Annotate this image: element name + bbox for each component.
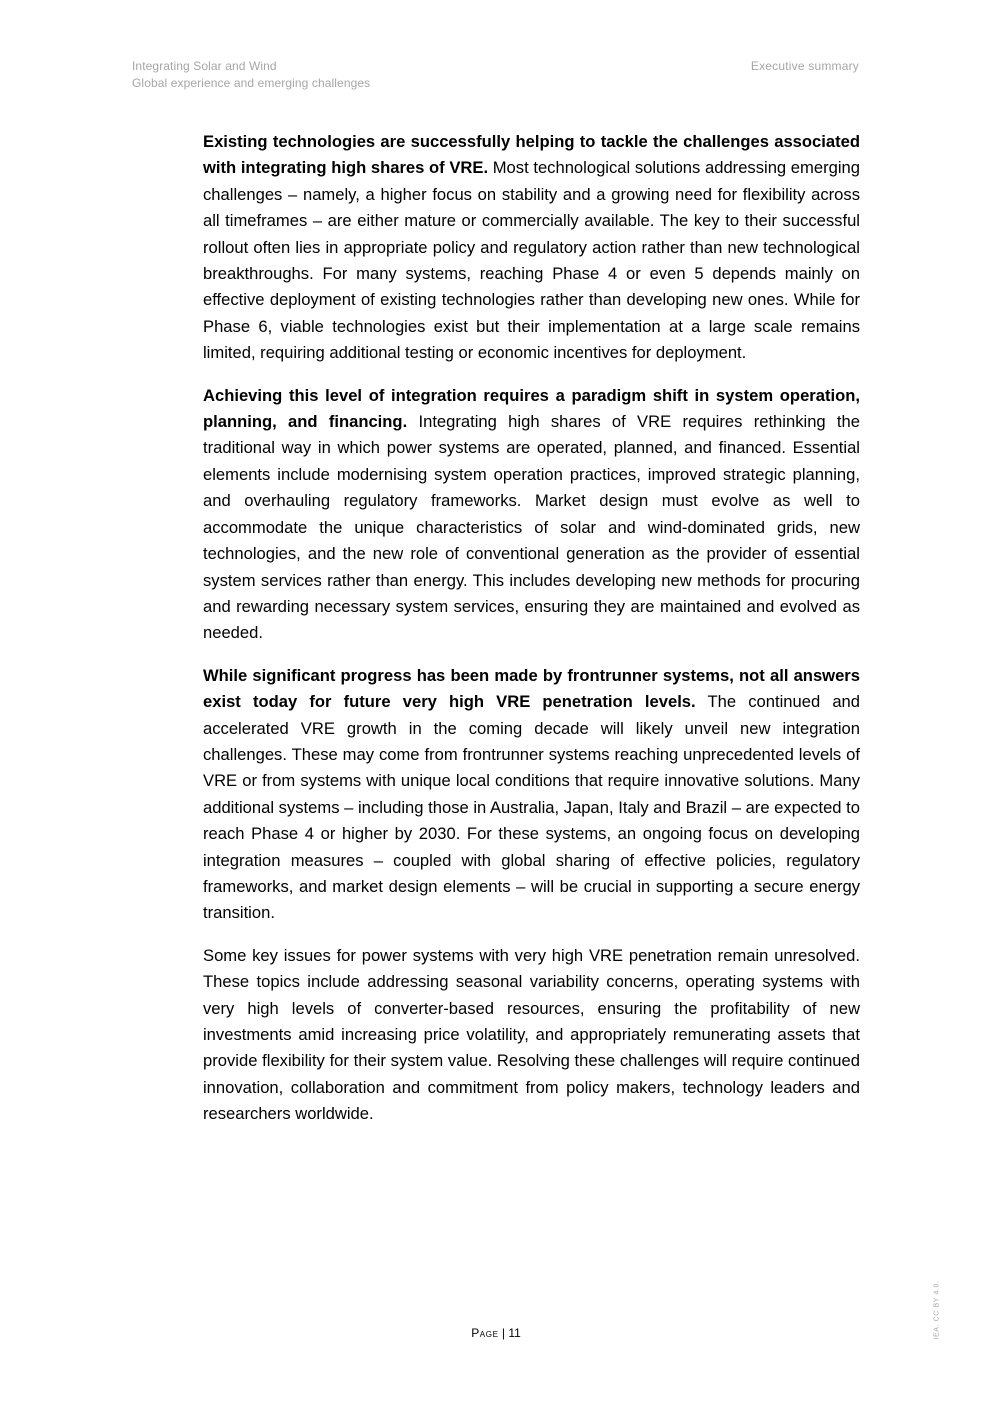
section-title: Executive summary <box>750 59 859 73</box>
paragraph-1-lead: Existing technologies are successfully helping to tackle the challenges associated with integrating high shares of VRE. <box>203 132 860 178</box>
paragraph-1 <box>203 129 860 367</box>
paragraph-3 <box>203 663 860 927</box>
page-label: Page <box>471 1326 499 1340</box>
paragraph-1-body: Most technological solutions addressing emerging challenges – namely, a higher focus on stability and a growing need for flexibility across all timeframes – are either mature or commercially available. The key to their successful rollout often lies in appropriate policy and regulatory action rather than new technological breakthroughs. For many systems, reaching Phase 4 or even 5 depends mainly on effective deployment of existing technologies rather than developing new ones. While for Phase 6, viable technologies exist but their implementation at a large scale remains limited, requiring additional testing or economic incentives for deployment. <box>203 158 860 363</box>
page-number: 11 <box>508 1326 521 1340</box>
report-header <box>132 58 370 92</box>
page-separator: | <box>498 1326 509 1340</box>
license-note: IEA. CC BY 4.0. <box>933 1280 941 1340</box>
paragraph-3-body: The continued and accelerated VRE growth in the coming decade will likely unveil new integration challenges. These may come from frontrunner systems reaching unprecedented levels of VRE or from systems with unique local conditions that require innovative solutions. Many additional systems – including those in Australia, Japan, Italy and Brazil – are expected to reach Phase 4 or higher by 2030. For these systems, an ongoing focus on developing integration measures – coupled with global sharing of effective policies, regulatory frameworks, and market design elements – will be crucial in supporting a secure energy transition. <box>203 692 861 923</box>
report-subtitle: Global experience and emerging challenges <box>132 76 371 90</box>
paragraph-2-lead: Achieving this level of integration requires a paradigm shift in system operation, planning, and financing. <box>203 385 860 432</box>
paragraph-4 <box>203 943 860 1128</box>
paragraph-2 <box>203 383 860 647</box>
page-footer <box>0 1326 992 1340</box>
paragraph-3-lead: While significant progress has been made by frontrunner systems, not all answers exist today for future very high VRE penetration levels. <box>203 665 860 712</box>
body-text <box>203 129 860 1144</box>
report-title: Integrating Solar and Wind <box>132 59 277 73</box>
paragraph-2-body: Integrating high shares of VRE requires rethinking the traditional way in which power systems are operated, planned, and financed. Essential elements include modernising system operation practices, improved strategic planning, and overhauling regulatory frameworks. Market design must evolve as well to accommodate the unique characteristics of solar and wind-dominated grids, new technologies, and the new role of conventional generation as the provider of essential system services rather than energy. This includes developing new methods for procuring and rewarding necessary system services, ensuring they are maintained and evolved as needed. <box>203 412 861 643</box>
paragraph-4-body: Some key issues for power systems with very high VRE penetration remain unresolved. These topics include addressing seasonal variability concerns, operating systems with very high levels of converter-based resources, ensuring the profitability of new investments amid increasing price volatility, and appropriately remunerating assets that provide flexibility for their system value. Resolving these challenges will require continued innovation, collaboration and commitment from policy makers, technology leaders and researchers worldwide. <box>203 945 860 1124</box>
